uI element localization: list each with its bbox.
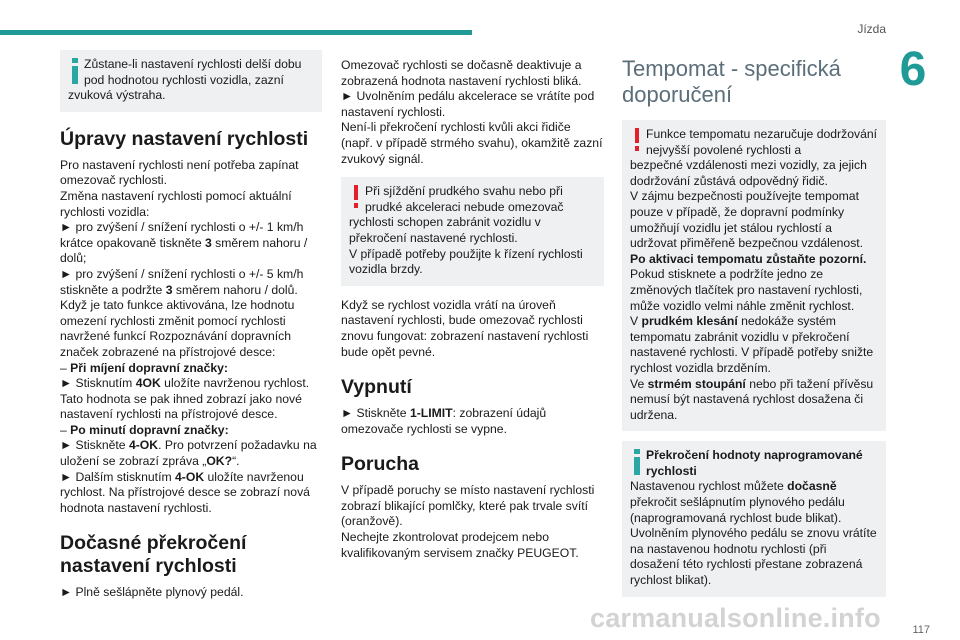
- paragraph: ► pro zvýšení / snížení rychlosti o +/- 5 km/h stiskněte a podržte 3 směrem nahoru / dolů.: [60, 266, 304, 297]
- warning-icon: [350, 185, 363, 211]
- warning-box-downhill: [341, 177, 604, 286]
- heading-speed-adjust: Úpravy nastavení rychlosti: [60, 127, 309, 150]
- warning-box-text: V případě potřeby použijte k řízení rychlosti vozidla brzdy.: [349, 246, 583, 277]
- info-box-rest: zvuková výstraha.: [68, 88, 166, 103]
- warning-icon: [631, 128, 644, 154]
- page-number: 117: [912, 624, 930, 636]
- column-2: [341, 58, 604, 561]
- info-box-speed-warning: [60, 50, 322, 112]
- heading-switch-off: Vypnutí: [341, 376, 412, 399]
- paragraph: Změna nastavení rychlosti pomocí aktuální rychlosti vozidla:: [60, 188, 292, 219]
- paragraph: ► Stiskněte 1-LIMIT: zobrazení údajů omezovače rychlosti se vypne.: [341, 406, 547, 436]
- paragraph: Nechejte zkontrolovat prodejcem nebo kvalifikovaným servisem značky PEUGEOT.: [341, 530, 579, 560]
- header-accent-bar: [0, 30, 472, 35]
- paragraph: Když se rychlost vozidla vrátí na úroveň nastavení rychlosti, bude omezovač rychlosti znovu fungovat: zobrazení nastavení rychlosti bude opět pevné.: [341, 297, 589, 359]
- paragraph: ► Plně sešlápněte plynový pedál.: [60, 585, 244, 600]
- paragraph: ► Stiskněte 4-OK. Pro potvrzení požadavku na uložení se zobrazí zpráva „OK?“.: [60, 438, 317, 469]
- info-box-text: Uvolněním plynového pedálu se znovu vrátíte na nastavenou hodnotu rychlosti (při dosažení této rychlosti přestane zobrazená rychlost blikat).: [630, 526, 877, 588]
- paragraph: Omezovač rychlosti se dočasně deaktivuje a zobrazená hodnota nastavení rychlosti bliká.: [341, 58, 582, 88]
- info-icon: [631, 449, 644, 475]
- warning-box-text: bezpečné vzdálenosti mezi vozidly, za jejich dodržování zůstává odpovědný řidič.: [630, 158, 867, 188]
- warning-box-lead: Funkce tempomatu nezaručuje dodržování nejvyšší povolené rychlosti a: [646, 127, 878, 157]
- info-box-override: [622, 441, 886, 596]
- heading-temporary-override: Dočasné překročení nastavení rychlosti: [60, 532, 247, 578]
- section-title: Jízda: [857, 22, 886, 36]
- warning-box-text: rychlosti schopen zabránit vozidlu v překročení nastavené rychlosti.: [349, 215, 541, 245]
- paragraph: ► Dalším stisknutím 4-OK uložíte navrženou rychlost. Na přístrojové desce se zobrazí nová hodnota nastavení rychlosti.: [60, 469, 310, 515]
- heading-cruise-control-recommendations: Tempomat - specifická doporučení: [622, 56, 841, 107]
- warning-box-text: Ve strmém stoupání nebo při tažení přívěsu nemusí být nastavená rychlost dosažena či udržena.: [630, 376, 874, 422]
- chapter-number: 6: [899, 43, 927, 96]
- paragraph: Pro nastavení rychlosti není potřeba zapínat omezovač rychlosti.: [60, 157, 299, 188]
- warning-box-text: V zájmu bezpečnosti používejte tempomat pouze v případě, že dopravní podmínky umožňují vozidlu jet stálou rychlostí a udržovat přiměřeně bezpečnou vzdálenost.: [630, 189, 864, 251]
- warning-box-text: Po aktivaci tempomatu zůstaňte pozorní.: [630, 251, 867, 266]
- column-3: [622, 56, 886, 605]
- paragraph: – Při míjení dopravní značky:: [60, 360, 228, 375]
- warning-box-text: V prudkém klesání nedokáže systém tempomatu zabránit vozidlu v překročení nastavené rychlosti. V případě potřeby snižte rychlost vozidla brzděním.: [630, 314, 874, 375]
- info-icon: [69, 58, 82, 84]
- watermark: carmanualsonline.info: [590, 603, 881, 633]
- paragraph: V případě poruchy se místo nastavení rychlosti zobrazí blikající pomlčky, které pak trvale svítí (oranžově).: [341, 483, 595, 529]
- info-box-lead: Překročení hodnoty naprogramované rychlosti: [646, 448, 863, 478]
- info-box-text: Nastavenou rychlost můžete dočasně překročit sešlápnutím plynového pedálu (naprogramovaná rychlost bude blikat).: [630, 479, 845, 525]
- paragraph: Není-li překročení rychlosti kvůli akci řidiče (např. v případě strmého svahu), okamžitě zazní zvukový signál.: [341, 120, 603, 166]
- paragraph: Když je tato funkce aktivována, lze hodnotu omezení rychlosti změnit pomocí rychlosti navržené funkcí Rozpoznávání dopravních značek zobrazené na přístrojové desce:: [60, 298, 295, 359]
- paragraph: ► Stisknutím 4OK uložíte navrženou rychlost. Tato hodnota se pak ihned zobrazí jako nové nastavení rychlosti na přístrojové desce.: [60, 376, 310, 422]
- paragraph: ► Uvolněním pedálu akcelerace se vrátíte pod nastavení rychlosti.: [341, 89, 595, 119]
- info-box-lead: Zůstane-li nastavení rychlosti delší dobu pod hodnotou rychlosti vozidla, zazní: [84, 57, 302, 87]
- paragraph: ► pro zvýšení / snížení rychlosti o +/- 1 km/h krátce opakovaně tiskněte 3 směrem nahoru / dolů;: [60, 220, 308, 266]
- column-1: [60, 50, 322, 601]
- paragraph: – Po minutí dopravní značky:: [60, 422, 229, 437]
- warning-box-lead: Při sjíždění prudkého svahu nebo při prudké akceleraci nebude omezovač: [365, 184, 564, 214]
- heading-fault: Porucha: [341, 453, 420, 476]
- warning-box-text: Pokud stisknete a podržíte jedno ze změnových tlačítek pro nastavení rychlosti, může vozidlo velmi náhle změnit rychlost.: [630, 267, 863, 313]
- warning-box-cruise-control: [622, 120, 886, 431]
